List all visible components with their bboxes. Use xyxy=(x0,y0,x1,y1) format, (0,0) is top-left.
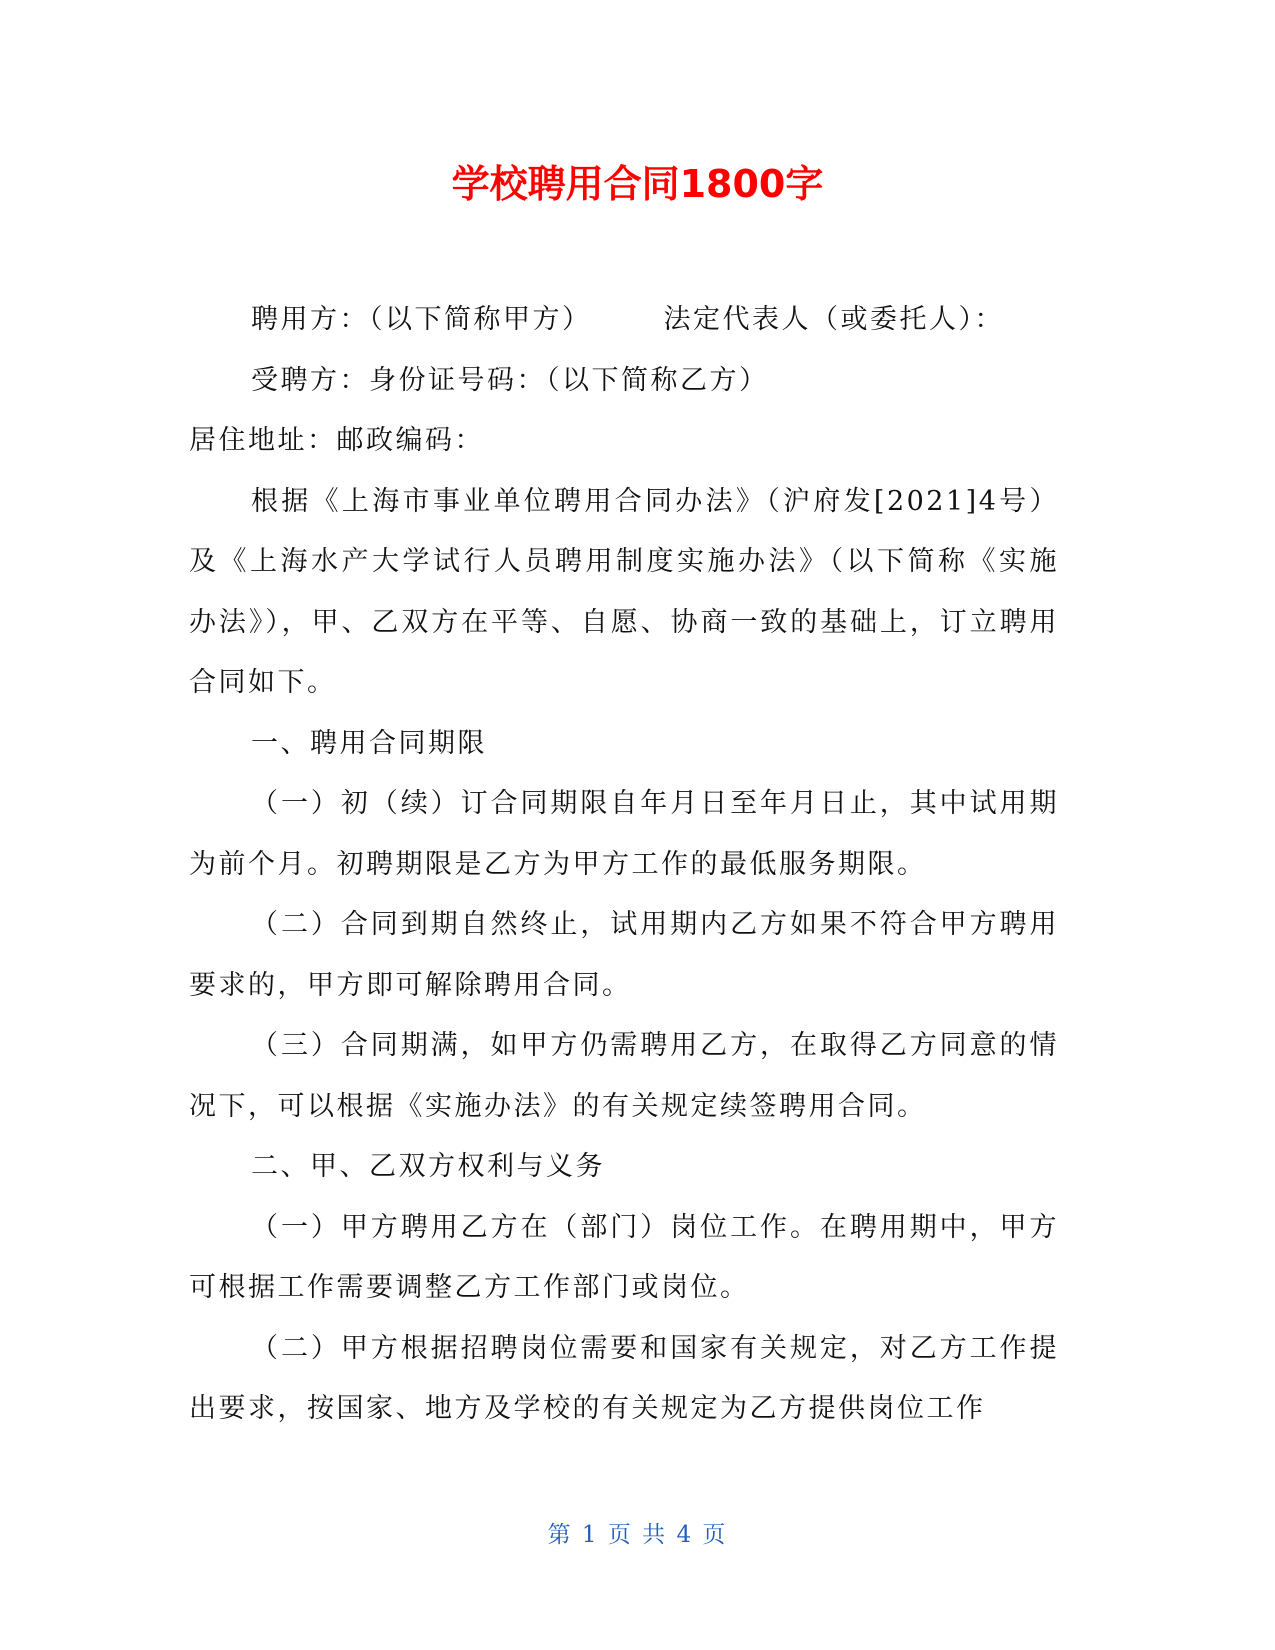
document-body xyxy=(189,290,1059,1440)
clause-paragraph: （二）甲方根据招聘岗位需要和国家有关规定，对乙方工作提出要求，按国家、地方及学校的有关规定为乙方提供岗位工作 xyxy=(189,1332,1059,1424)
clause-paragraph: （一）甲方聘用乙方在（部门）岗位工作。在聘用期中，甲方可根据工作需要调整乙方工作部门或岗位。 xyxy=(189,1211,1059,1303)
legal-representative-label: 法定代表人（或委托人）： xyxy=(663,304,1004,335)
page-number-footer: 第 1 页 共 4 页 xyxy=(547,1522,728,1548)
employee-line: 受聘方：身份证号码：（以下简称乙方） xyxy=(251,364,769,396)
address-line: 居住地址：邮政编码： xyxy=(189,425,484,456)
clause-paragraph: （二）合同到期自然终止，试用期内乙方如果不符合甲方聘用要求的，甲方即可解除聘用合同。 xyxy=(189,909,1059,1001)
employer-label: 聘用方：（以下简称甲方） xyxy=(251,304,592,335)
clause-paragraph: （一）初（续）订合同期限自年月日至年月日止，其中试用期为前个月。初聘期限是乙方为甲方工作的最低服务期限。 xyxy=(189,788,1059,880)
employer-line xyxy=(189,290,1059,351)
clause-paragraph: （三）合同期满，如甲方仍需聘用乙方，在取得乙方同意的情况下，可以根据《实施办法》的有关规定续签聘用合同。 xyxy=(189,1030,1059,1122)
section-heading: 二、甲、乙双方权利与义务 xyxy=(251,1151,605,1182)
document-title: 学校聘用合同1800字 xyxy=(451,162,824,206)
preamble-paragraph: 根据《上海市事业单位聘用合同办法》（沪府发[2021]4号）及《上海水产大学试行人员聘用制度实施办法》（以下简称《实施办法》），甲、乙双方在平等、自愿、协商一致的基础上，订立聘用合同如下。 xyxy=(189,485,1059,698)
section-heading: 一、聘用合同期限 xyxy=(251,727,487,759)
